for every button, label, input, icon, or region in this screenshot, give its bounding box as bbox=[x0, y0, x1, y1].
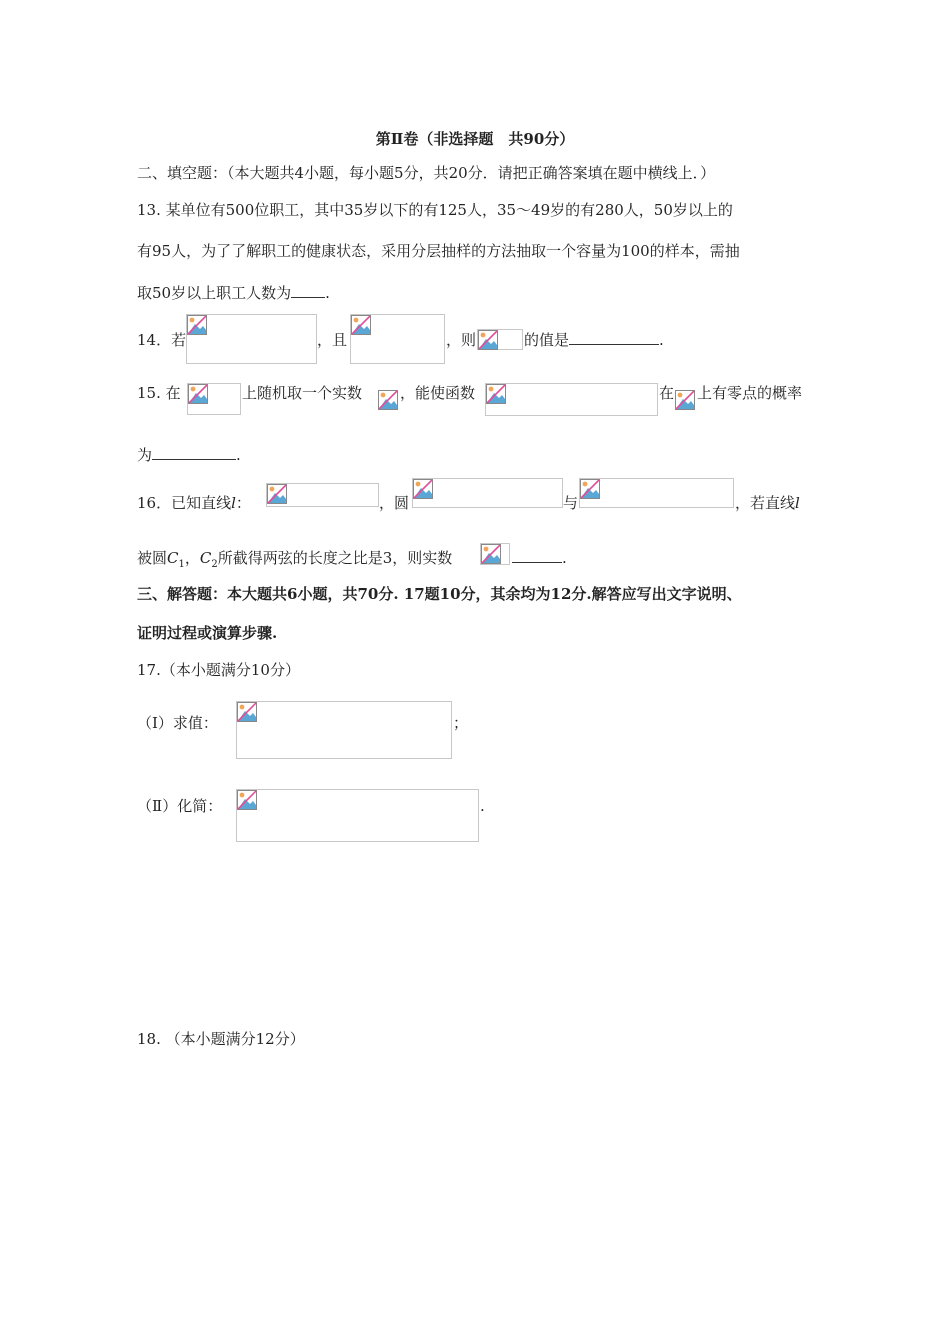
q15-formula-interval bbox=[187, 383, 241, 415]
broken-image-icon bbox=[486, 384, 506, 404]
q16-text-ratio: 所截得两弦的长度之比是3，则实数 bbox=[217, 549, 453, 567]
answer-section-header-line2: 证明过程或演算步骤. bbox=[137, 624, 278, 642]
q14-text-then: ，则 bbox=[446, 331, 477, 349]
q15-text-is: 为 bbox=[137, 446, 153, 464]
q16-answer-blank[interactable] bbox=[512, 548, 562, 563]
broken-image-icon bbox=[187, 315, 207, 335]
q15-formula-function bbox=[485, 383, 658, 416]
broken-image-icon bbox=[188, 384, 208, 404]
q16-text-ifline: ，若直线 bbox=[735, 494, 796, 512]
q15-text-probability: 上有零点的概率 bbox=[697, 384, 803, 402]
q15-line2 bbox=[137, 445, 241, 465]
q17-part1-label: （Ⅰ）求值： bbox=[137, 714, 218, 732]
section-title: 第Ⅱ卷（非选择题 共90分） bbox=[375, 130, 575, 148]
q16-colon: ： bbox=[235, 494, 251, 512]
q15-text-function: ，能使函数 bbox=[400, 384, 476, 402]
broken-image-icon bbox=[675, 390, 695, 410]
q17-part1-end: ； bbox=[453, 714, 469, 732]
q16-var-l: l bbox=[231, 494, 236, 512]
q17-part2-label: （Ⅱ）化简： bbox=[137, 797, 223, 815]
broken-image-icon bbox=[351, 315, 371, 335]
q16-line2 bbox=[137, 548, 452, 575]
q14-period: . bbox=[659, 331, 664, 349]
q16-text-and: 与 bbox=[563, 494, 579, 512]
broken-image-icon bbox=[237, 702, 257, 722]
q13-line1: 13. 某单位有500位职工，其中35岁以下的有125人，35～49岁的有280人，50岁以上的 bbox=[137, 201, 733, 219]
q13-answer-blank[interactable] bbox=[291, 283, 325, 298]
q16-text-start bbox=[137, 493, 251, 513]
q14-text-and: ，且 bbox=[317, 331, 348, 349]
q15-text-on: 在 bbox=[659, 384, 675, 402]
q16-var-c1: C bbox=[167, 549, 179, 567]
q16-text-if bbox=[735, 493, 800, 513]
q16-period: . bbox=[562, 549, 567, 567]
broken-image-icon bbox=[267, 484, 287, 504]
broken-image-icon bbox=[413, 479, 433, 499]
q16-formula-circle1 bbox=[412, 478, 563, 508]
q14-value-label: 的值是 bbox=[524, 331, 570, 349]
q16-var-c2: C bbox=[199, 549, 212, 567]
q16-c2-sub: 2 bbox=[211, 559, 218, 570]
q16-formula-a bbox=[480, 543, 510, 565]
q16-text-circle: ，圆 bbox=[379, 494, 410, 512]
q14-formula-image-3 bbox=[477, 329, 523, 350]
q15-formula-domain bbox=[675, 390, 697, 410]
q16-formula-line bbox=[266, 483, 379, 507]
broken-image-icon bbox=[378, 390, 398, 410]
q16-formula-circle2 bbox=[579, 478, 734, 508]
q15-formula-variable bbox=[378, 390, 400, 410]
q14-text-start: 14．若 bbox=[137, 331, 187, 349]
answer-section-header: 三、解答题：本大题共6小题，共70分. 17题10分，其余均为12分.解答应写出文字说明、 bbox=[137, 585, 742, 603]
broken-image-icon bbox=[237, 790, 257, 810]
q16-var-l2: l bbox=[795, 494, 800, 512]
broken-image-icon bbox=[580, 479, 600, 499]
q15-period: . bbox=[236, 446, 241, 464]
q13-line2: 有95人，为了了解职工的健康状态，采用分层抽样的方法抽取一个容量为100的样本，需抽 bbox=[137, 242, 740, 260]
q13-text: 取50岁以上职工人数为 bbox=[137, 284, 292, 302]
q15-answer-blank[interactable] bbox=[152, 445, 236, 460]
q17-header: 17.（本小题满分10分） bbox=[137, 661, 300, 679]
q14-text-value bbox=[524, 330, 664, 350]
q13-period: . bbox=[325, 284, 330, 302]
q14-answer-blank[interactable] bbox=[569, 330, 659, 345]
q14-formula-image-2 bbox=[350, 314, 445, 364]
q16-answer bbox=[512, 548, 567, 568]
q17-part2-end: . bbox=[480, 797, 485, 815]
broken-image-icon bbox=[481, 544, 501, 564]
broken-image-icon bbox=[478, 330, 498, 350]
q18-header: 18. （本小题满分12分） bbox=[137, 1030, 305, 1048]
q16-c1-sub: 1 bbox=[178, 559, 185, 570]
q16-text-by-circle: 被圆 bbox=[137, 549, 168, 567]
q13-line3 bbox=[137, 283, 330, 303]
q14-formula-image-1 bbox=[186, 314, 317, 364]
q17-part1-formula bbox=[236, 701, 452, 759]
q17-part2-formula bbox=[236, 789, 479, 842]
q15-text-start: 15. 在 bbox=[137, 384, 181, 402]
q16-comma: ， bbox=[184, 549, 200, 567]
fill-in-header: 二、填空题：（本大题共4小题，每小题5分，共20分．请把正确答案填在题中横线上．） bbox=[137, 164, 716, 182]
q15-text-random: 上随机取一个实数 bbox=[242, 384, 363, 402]
q16-text-line: 16．已知直线 bbox=[137, 494, 232, 512]
